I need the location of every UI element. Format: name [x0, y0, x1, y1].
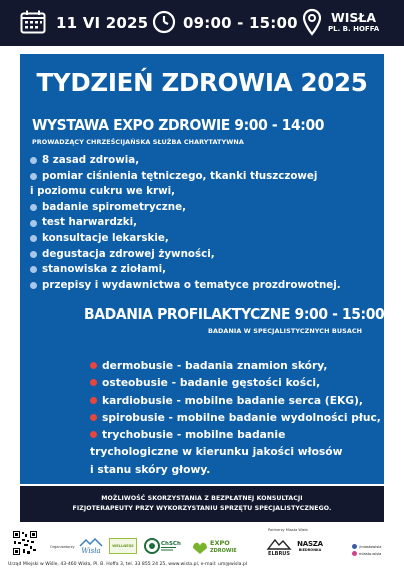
calendar-icon: [20, 10, 46, 34]
list-item: stanowiska z ziołami,: [30, 262, 341, 278]
venue: [328, 12, 379, 33]
list-item-continuation: trychologiczne w kierunku jakości włosów: [90, 445, 343, 459]
svg-text:EXPO: EXPO: [210, 539, 230, 547]
venue-square: PL. B. HOFFA: [328, 24, 380, 33]
list-item: spirobusie - mobilne badanie wydolności płuc,: [90, 409, 381, 426]
event-date: 11 VI 2025: [56, 14, 149, 32]
organizers-label: Organizatorzy: [50, 545, 75, 549]
wellness-logo: WELLNESS: [109, 538, 137, 554]
list-item: konsultacje lekarskie,: [30, 231, 341, 247]
bullet-icon: [30, 220, 37, 227]
footer-address: Urząd Miejski w Wiśle, 43-460 Wisła, Pl. B. Hoffa 3, tel. 33 855 24 25, www.wisla.pl, e-mail: um@wisla.pl: [8, 562, 248, 567]
list-item-continuation: i stanu skóry głowy.: [90, 462, 211, 476]
facebook-icon: [352, 544, 357, 549]
bullet-icon: [90, 362, 97, 369]
nasza-logo: NASZA BIEDRONKA: [297, 540, 323, 552]
bullet-icon: [30, 157, 37, 164]
bullet-icon: [90, 379, 97, 386]
bullet-icon: [30, 251, 37, 258]
badania-list: [90, 357, 381, 478]
bullet-icon: [90, 397, 97, 404]
clock-icon: [152, 10, 176, 34]
note-line-2: FIZJOTERAPEUTY PRZY WYKORZYSTANIU SPRZĘTU SPECJALISTYCZNEGO.: [72, 504, 332, 512]
instagram-icon: [352, 551, 357, 556]
badania-heading: BADANIA PROFILAKTYCZNE 9:00 - 15:00: [84, 305, 385, 323]
location-pin-icon: [303, 9, 321, 35]
svg-text:ELBRUS: ELBRUS: [268, 551, 290, 557]
note-line-1: MOŻLIWOŚĆ SKORZYSTANIA Z BEZPŁATNEJ KONSULTACJI: [101, 495, 303, 502]
facebook-link[interactable]: /miastowisla: [352, 544, 381, 549]
top-info-bar: [0, 0, 404, 46]
list-item: kardiobusie - mobilne badanie serca (EKG),: [90, 392, 381, 409]
expo-heading: WYSTAWA EXPO ZDROWIE 9:00 - 14:00: [32, 116, 325, 134]
qr-code-icon[interactable]: [12, 530, 38, 556]
svg-text:Wisła: Wisła: [81, 547, 101, 555]
expo-list: [30, 153, 341, 293]
bullet-icon: [30, 282, 37, 289]
badania-subtitle: BADANIA W SPECJALISTYCZNYCH BUSACH: [208, 327, 363, 335]
bullet-icon: [90, 431, 97, 438]
svg-text:ChSCh: ChSCh: [161, 541, 181, 547]
list-item: dermobusie - badania znamion skóry,: [90, 357, 381, 374]
bullet-icon: [30, 173, 37, 180]
instagram-link[interactable]: miasto.wisla: [352, 551, 381, 556]
bullet-icon: [30, 235, 37, 242]
venue-city: WISŁA: [330, 10, 377, 25]
list-item: 8 zasad zdrowia,: [30, 153, 341, 169]
list-item: osteobusie - badanie gęstości kości,: [90, 374, 381, 391]
list-item-continuation: i poziomu cukru we krwi,: [30, 185, 176, 198]
page-title: TYDZIEŃ ZDROWIA 2025: [36, 68, 368, 97]
bullet-icon: [90, 414, 97, 421]
list-item: trychobusie - mobilne badanie: [90, 426, 381, 443]
chsch-logo: [144, 537, 181, 555]
list-item: test harwardzki,: [30, 215, 341, 231]
elbrus-logo: [266, 536, 292, 556]
svg-text:ZDROWIE: ZDROWIE: [210, 548, 237, 554]
list-item: pomiar ciśnienia tętniczego, tkanki tłuszczowej: [30, 169, 341, 185]
list-item: degustacja zdrowej żywności,: [30, 247, 341, 263]
partners-label: Partnerzy Miasta Wisła: [268, 528, 308, 532]
bullet-icon: [30, 266, 37, 273]
event-time: 09:00 - 15:00: [183, 14, 298, 32]
expo-zdrowie-logo: [190, 536, 237, 556]
wisla-logo: [78, 537, 104, 555]
consultation-note: [20, 486, 384, 522]
bullet-icon: [30, 204, 37, 211]
list-item: przepisy i wydawnictwa o tematyce prozdrowotnej.: [30, 278, 341, 294]
list-item: badanie spirometryczne,: [30, 200, 341, 216]
expo-subtitle: PROWADZĄCY CHRZEŚCIJAŃSKA SŁUŻBA CHARYTATYWNA: [32, 138, 244, 146]
